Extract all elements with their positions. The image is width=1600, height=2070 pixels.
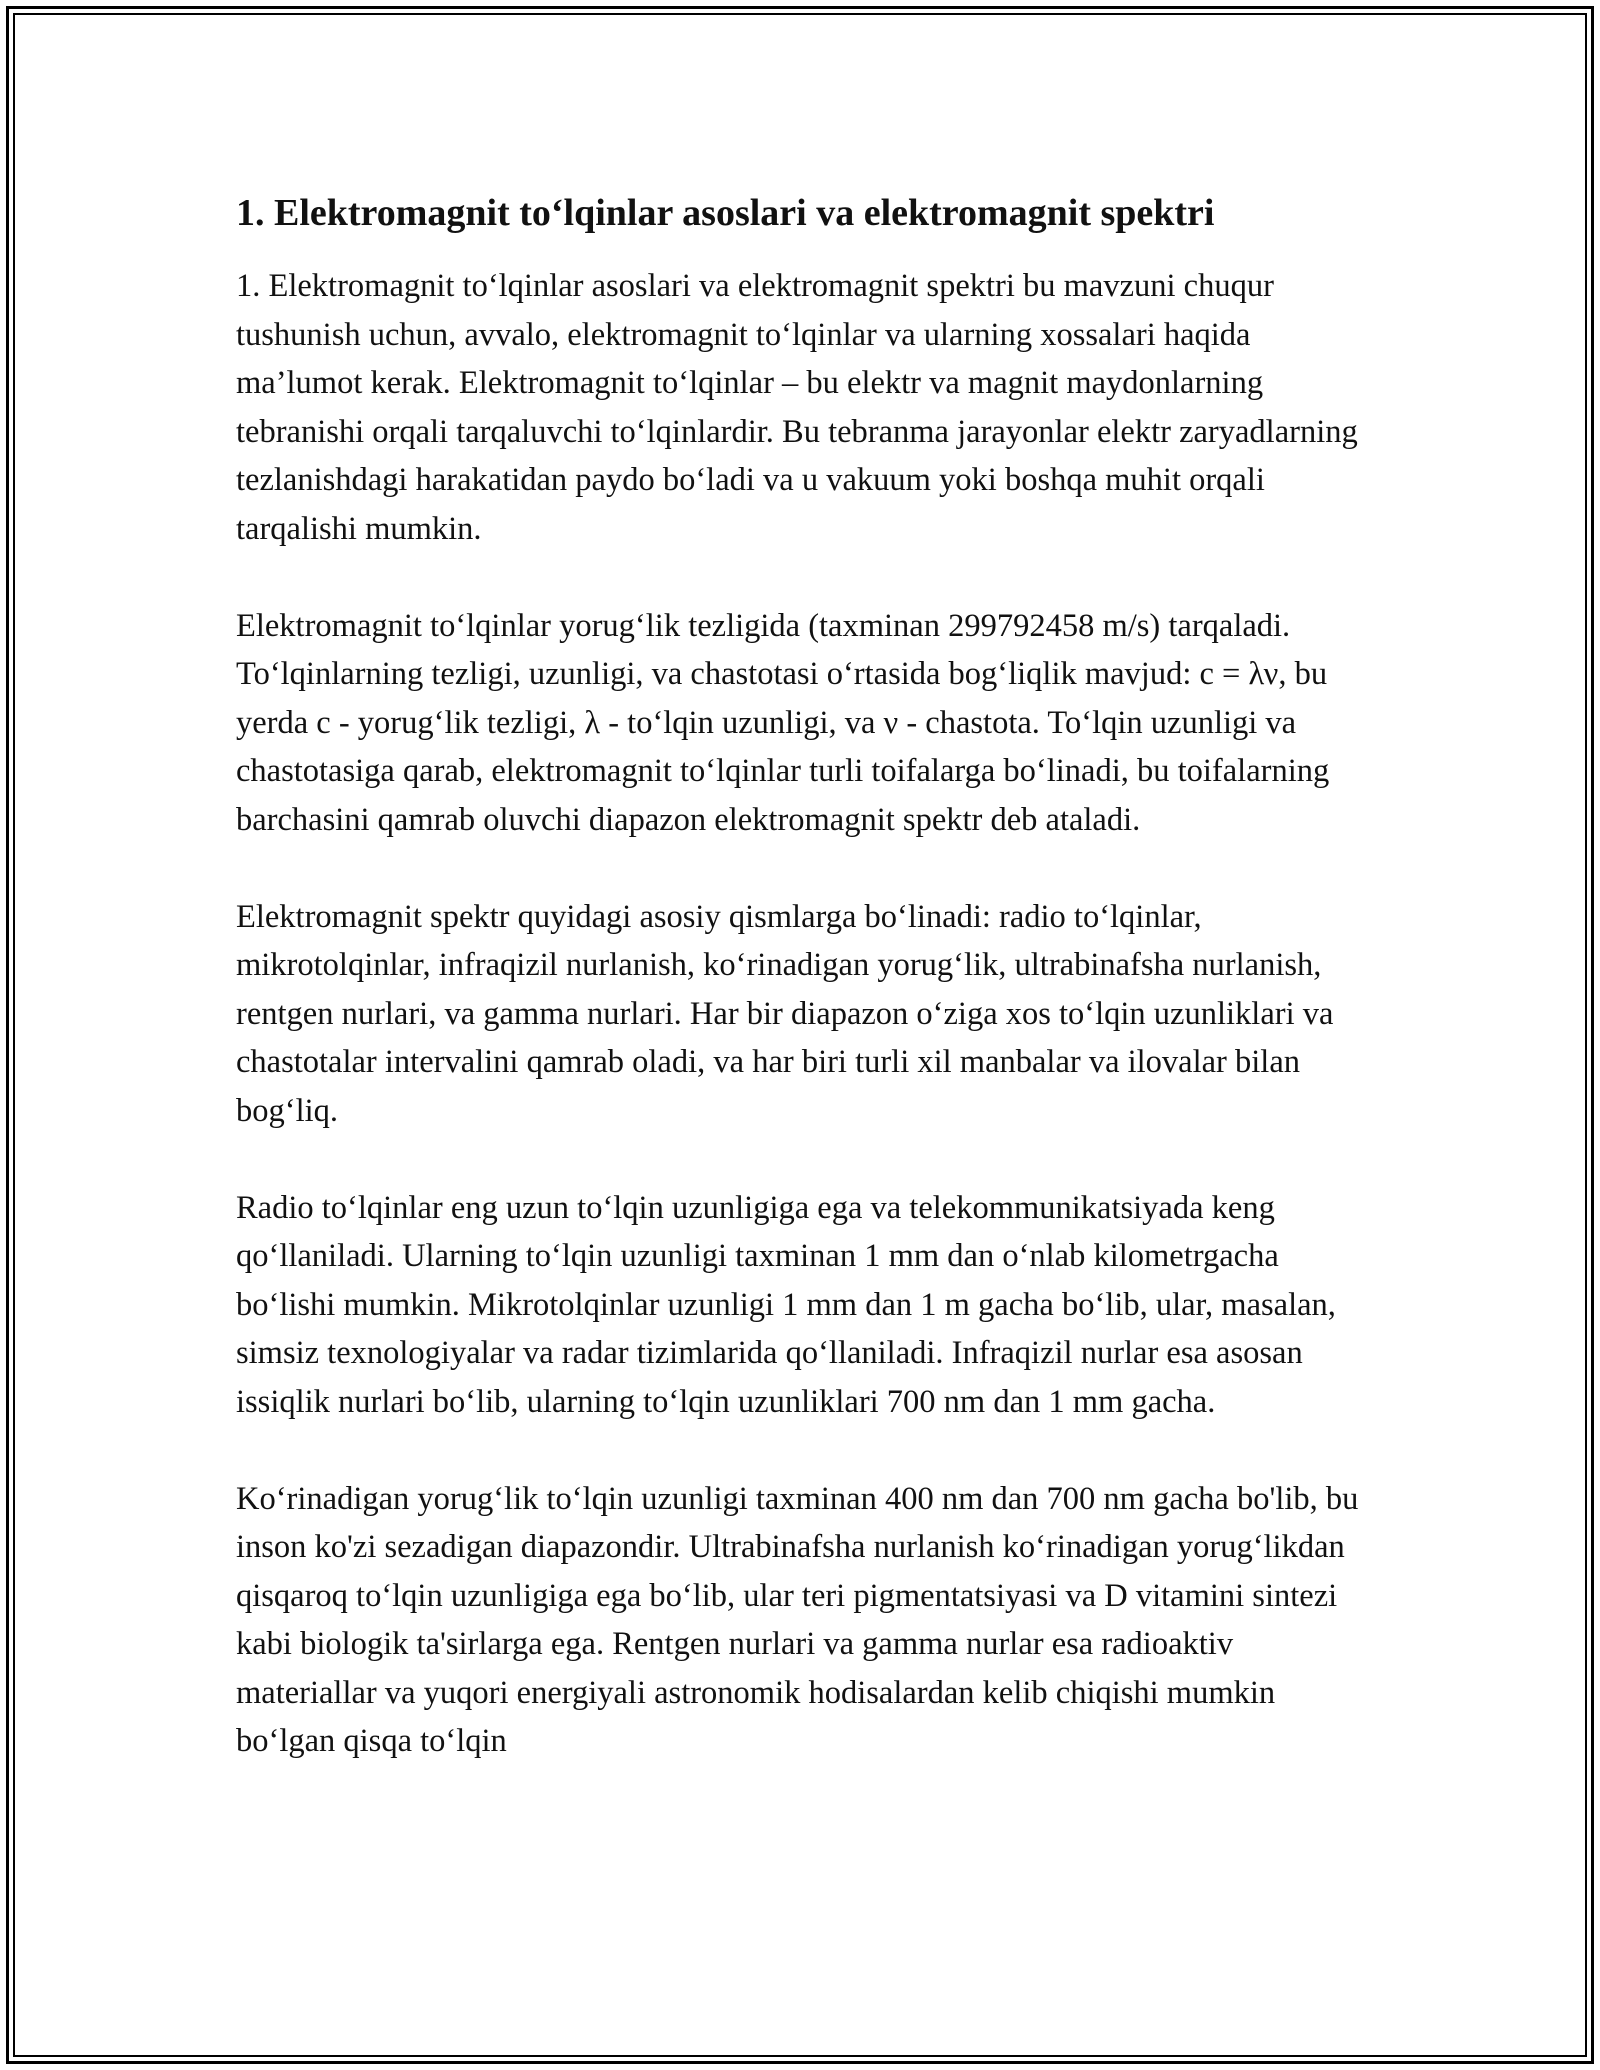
paragraph-2: Elektromagnit to‘lqinlar yorug‘lik tezligida (taxminan 299792458 m/s) tarqaladi. To‘lqinlarning tezligi, uzunligi, va chastotasi o‘rtasida bog‘liqlik mavjud: c = λν, bu yerda c - yorug‘lik tezligi, λ - to‘lqin uzunligi, va ν - chastota. To‘lqin uzunligi va chastotasiga qarab, elektromagnit to‘lqinlar turli toifalarga bo‘linadi, bu toifalarning barchasini qamrab oluvchi diapazon elektromagnit spektr deb ataladi. (236, 607, 1330, 838)
paragraph-4: Radio to‘lqinlar eng uzun to‘lqin uzunligiga ega va telekommunikatsiyada keng qo‘llaniladi. Ularning to‘lqin uzunligi taxminan 1 mm dan o‘nlab kilometrgacha bo‘lishi mumkin. Mikrotolqinlar uzunligi 1 mm dan 1 m gacha bo‘lib, ular, masalan, simsiz texnologiyalar va radar tizimlarida qo‘llaniladi. Infraqizil nurlar esa asosan issiqlik nurlari bo‘lib, ularning to‘lqin uzunliklari 700 nm dan 1 mm gacha. (236, 1189, 1336, 1420)
page-title: 1. Elektromagnit to‘lqinlar asoslari va elektromagnit spektri (236, 192, 1215, 234)
paragraph-1: 1. Elektromagnit to‘lqinlar asoslari va elektromagnit spektri bu mavzuni chuqur tushunish uchun, avvalo, elektromagnit to‘lqinlar va ularning xossalari haqida ma’lumot kerak. Elektromagnit to‘lqinlar – bu elektr va magnit maydonlarning tebranishi orqali tarqaluvchi to‘lqinlardir. Bu tebranma jarayonlar elektr zaryadlarning tezlanishdagi harakatidan paydo bo‘ladi va u vakuum yoki boshqa muhit orqali tarqalishi mumkin. (236, 268, 1358, 547)
paragraph-3: Elektromagnit spektr quyidagi asosiy qismlarga bo‘linadi: radio to‘lqinlar, mikrotolqinlar, infraqizil nurlanish, ko‘rinadigan yorug‘lik, ultrabinafsha nurlanish, rentgen nurlari, va gamma nurlari. Har bir diapazon o‘ziga xos to‘lqin uzunliklari va chastotalar intervalini qamrab oladi, va har biri turli xil manbalar va ilovalar bilan bog‘liq. (236, 898, 1334, 1129)
document-body (236, 184, 1376, 1814)
paragraph-5: Ko‘rinadigan yorug‘lik to‘lqin uzunligi taxminan 400 nm dan 700 nm gacha bo'lib, bu inson ko'zi sezadigan diapazondir. Ultrabinafsha nurlanish ko‘rinadigan yorug‘likdan qisqaroq to‘lqin uzunligiga ega bo‘lib, ular teri pigmentatsiyasi va D vitamini sintezi kabi biologik ta'sirlarga ega. Rentgen nurlari va gamma nurlar esa radioaktiv materiallar va yuqori energiyali astronomik hodisalardan kelib chiqishi mumkin bo‘lgan qisqa to‘lqin (236, 1480, 1359, 1759)
